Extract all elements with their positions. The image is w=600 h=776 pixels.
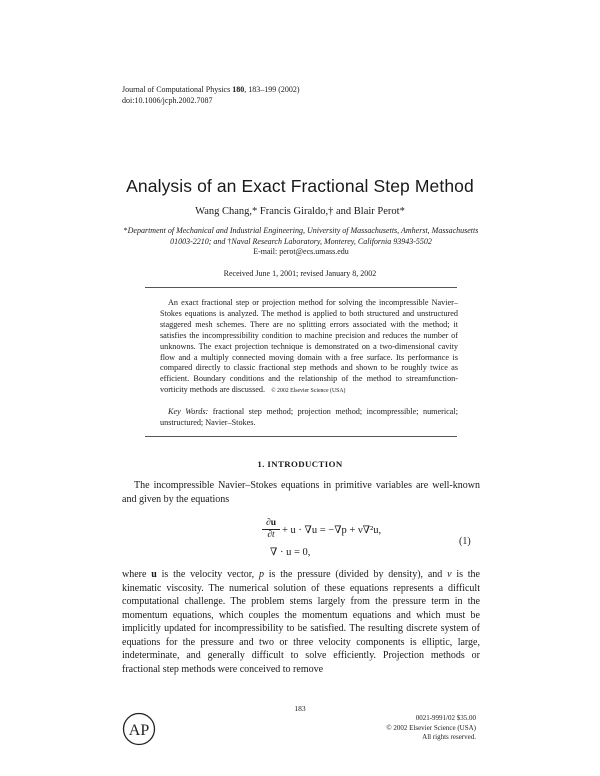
affiliations: *Department of Mechanical and Industrial Engineering, University of Massachusetts, Amherst, Massachusetts 01003-2210; and †Naval Research Laboratory, Monterey, California 93943-5502 E-mail: perot@ecs.umass.edu	[123, 226, 479, 256]
paper-title: Analysis of an Exact Fractional Step Method	[126, 176, 474, 196]
equation-momentum: + u · ∇u = −∇p + ν∇²u,	[282, 525, 382, 536]
page-number: 183	[294, 704, 306, 713]
abstract: An exact fractional step or projection method for solving the incompressible Navier–Stokes equations is analyzed. The method is applied to both structured and unstructured staggered mesh schemes. There are no splitting errors associated with the method; it satisfies the incompressibility condition to machine precision and reduces the number of unknowns. The exact projection technique is demonstrated on a two-dimensional cavity flow and a multiply connected moving domain with a free surface. Its performance is compared directly to classic fractional step methods and shown to be roughly twice as efficient. Boundary conditions and the relationship of the method to streamfunction-vorticity methods are discussed. © 2002 Elsevier Science (USA)	[160, 298, 458, 395]
logo-text: AP	[128, 722, 150, 739]
divider	[145, 436, 457, 437]
equation-number: (1)	[459, 536, 471, 547]
received-dates: Received June 1, 2001; revised January 8, 2002	[223, 269, 377, 278]
authors: Wang Chang,* Francis Giraldo,† and Blair Perot*	[195, 206, 405, 217]
abstract-copyright: © 2002 Elsevier Science (USA)	[271, 388, 346, 395]
email: E-mail: perot@ecs.umass.edu	[253, 247, 349, 256]
keywords: Key Words: fractional step method; projection method; incompressible; numerical; unstructured; Navier–Stokes.	[160, 407, 458, 427]
body-paragraph: where u is the velocity vector, p is the pressure (divided by density), and ν is the kinematic viscosity. The numerical solution of these equations represents a difficult computational challenge. The problem stems largely from the pressure term in the momentum equations, which couples the momentum equations and which must be implicitly updated for incompressibility to be satisfied. The resulting discrete system of equations for the pressure and two or three velocity components is elliptic, large, indeterminate, and generally difficult to solve efficiently. Projection methods or fractional step methods were conceived to remove	[122, 569, 480, 675]
journal-citation	[122, 84, 300, 106]
divider	[145, 287, 457, 288]
publication-info: 0021-9991/02 $35.00 © 2002 Elsevier Science (USA) All rights reserved.	[386, 714, 476, 741]
section-heading: 1. INTRODUCTION	[257, 459, 343, 469]
partial-derivative: $\frac{\partial u}{\partial t}$	[262, 518, 280, 541]
doi: doi:10.1006/jcph.2002.7087	[122, 96, 213, 105]
equation-continuity: ∇ · u = 0,	[270, 547, 311, 558]
journal-line: Journal of Computational Physics 180, 183–199 (2002)	[122, 85, 300, 94]
intro-paragraph: The incompressible Navier–Stokes equations in primitive variables are well-known and given by the equations	[122, 480, 480, 505]
publisher-logo	[122, 712, 156, 746]
